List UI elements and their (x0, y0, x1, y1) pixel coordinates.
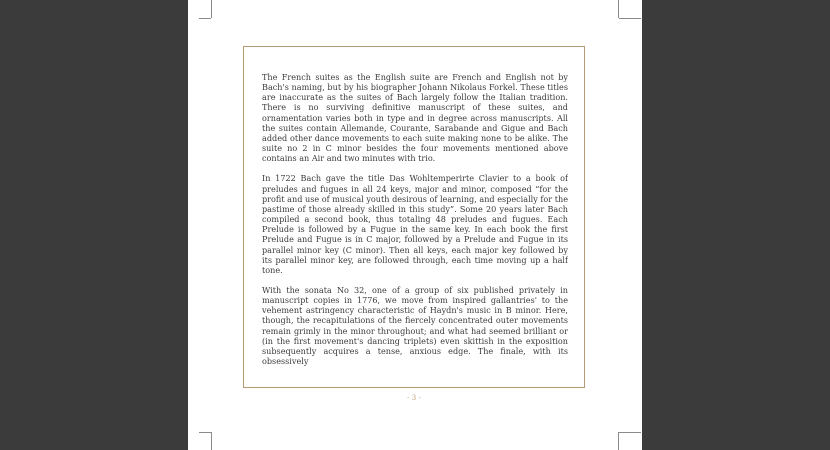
paragraph-well-tempered-clavier: In 1722 Bach gave the title Das Wohltemperirte Clavier to a book of preludes and fugues in all 24 keys, major and minor, composed “for the profit and use of musical youth desirous of learning, and especially for the pastime of those already skilled in this study”. Some 20 years later Bach compiled a second book, thus totaling 48 preludes and fugues. Each Prelude is followed by a Fugue in the same key. In each book the first Prelude and Fugue is in C major, followed by a Prelude and Fugue in its parallel minor key (C minor). Then all keys, each major key followed by its parallel minor key, are followed through, each time moving up a half tone. (262, 173, 568, 275)
crop-mark (619, 18, 641, 19)
page-content (262, 72, 568, 380)
crop-mark (618, 0, 619, 18)
crop-mark (211, 0, 212, 18)
page-number: - 3 - (407, 394, 421, 402)
crop-mark (619, 432, 641, 433)
crop-mark (199, 432, 211, 433)
crop-mark (199, 18, 211, 19)
crop-mark (618, 432, 619, 450)
paragraph-french-suites: The French suites as the English suite are French and English not by Bach's naming, but by his biographer Johann Nikolaus Forkel. These titles are inaccurate as the suites of Bach largely follow the Italian tradition. There is no surviving definitive manuscript of these suites, and ornamentation varies both in type and in degree across manuscripts. All the suites contain Allemande, Courante, Sarabande and Gigue and Bach added other dance movements to each suite making none to be alike. The suite no 2 in C minor besides the four movements mentioned above contains an Air and two minutes with trio. (262, 72, 568, 164)
crop-mark (211, 432, 212, 450)
paragraph-haydn-sonata: With the sonata No 32, one of a group of six published privately in manuscript copies in 1776, we move from inspired gallantries' to the vehement astringency characteristic of Haydn's music in B minor. Here, though, the recapitulations of the fiercely concentrated outer movements remain grimly in the minor throughout; and what had seemed brilliant or (in the first movement's dancing triplets) even skittish in the exposition subsequently acquires a tense, anxious edge. The finale, with its obsessively (262, 284, 568, 367)
